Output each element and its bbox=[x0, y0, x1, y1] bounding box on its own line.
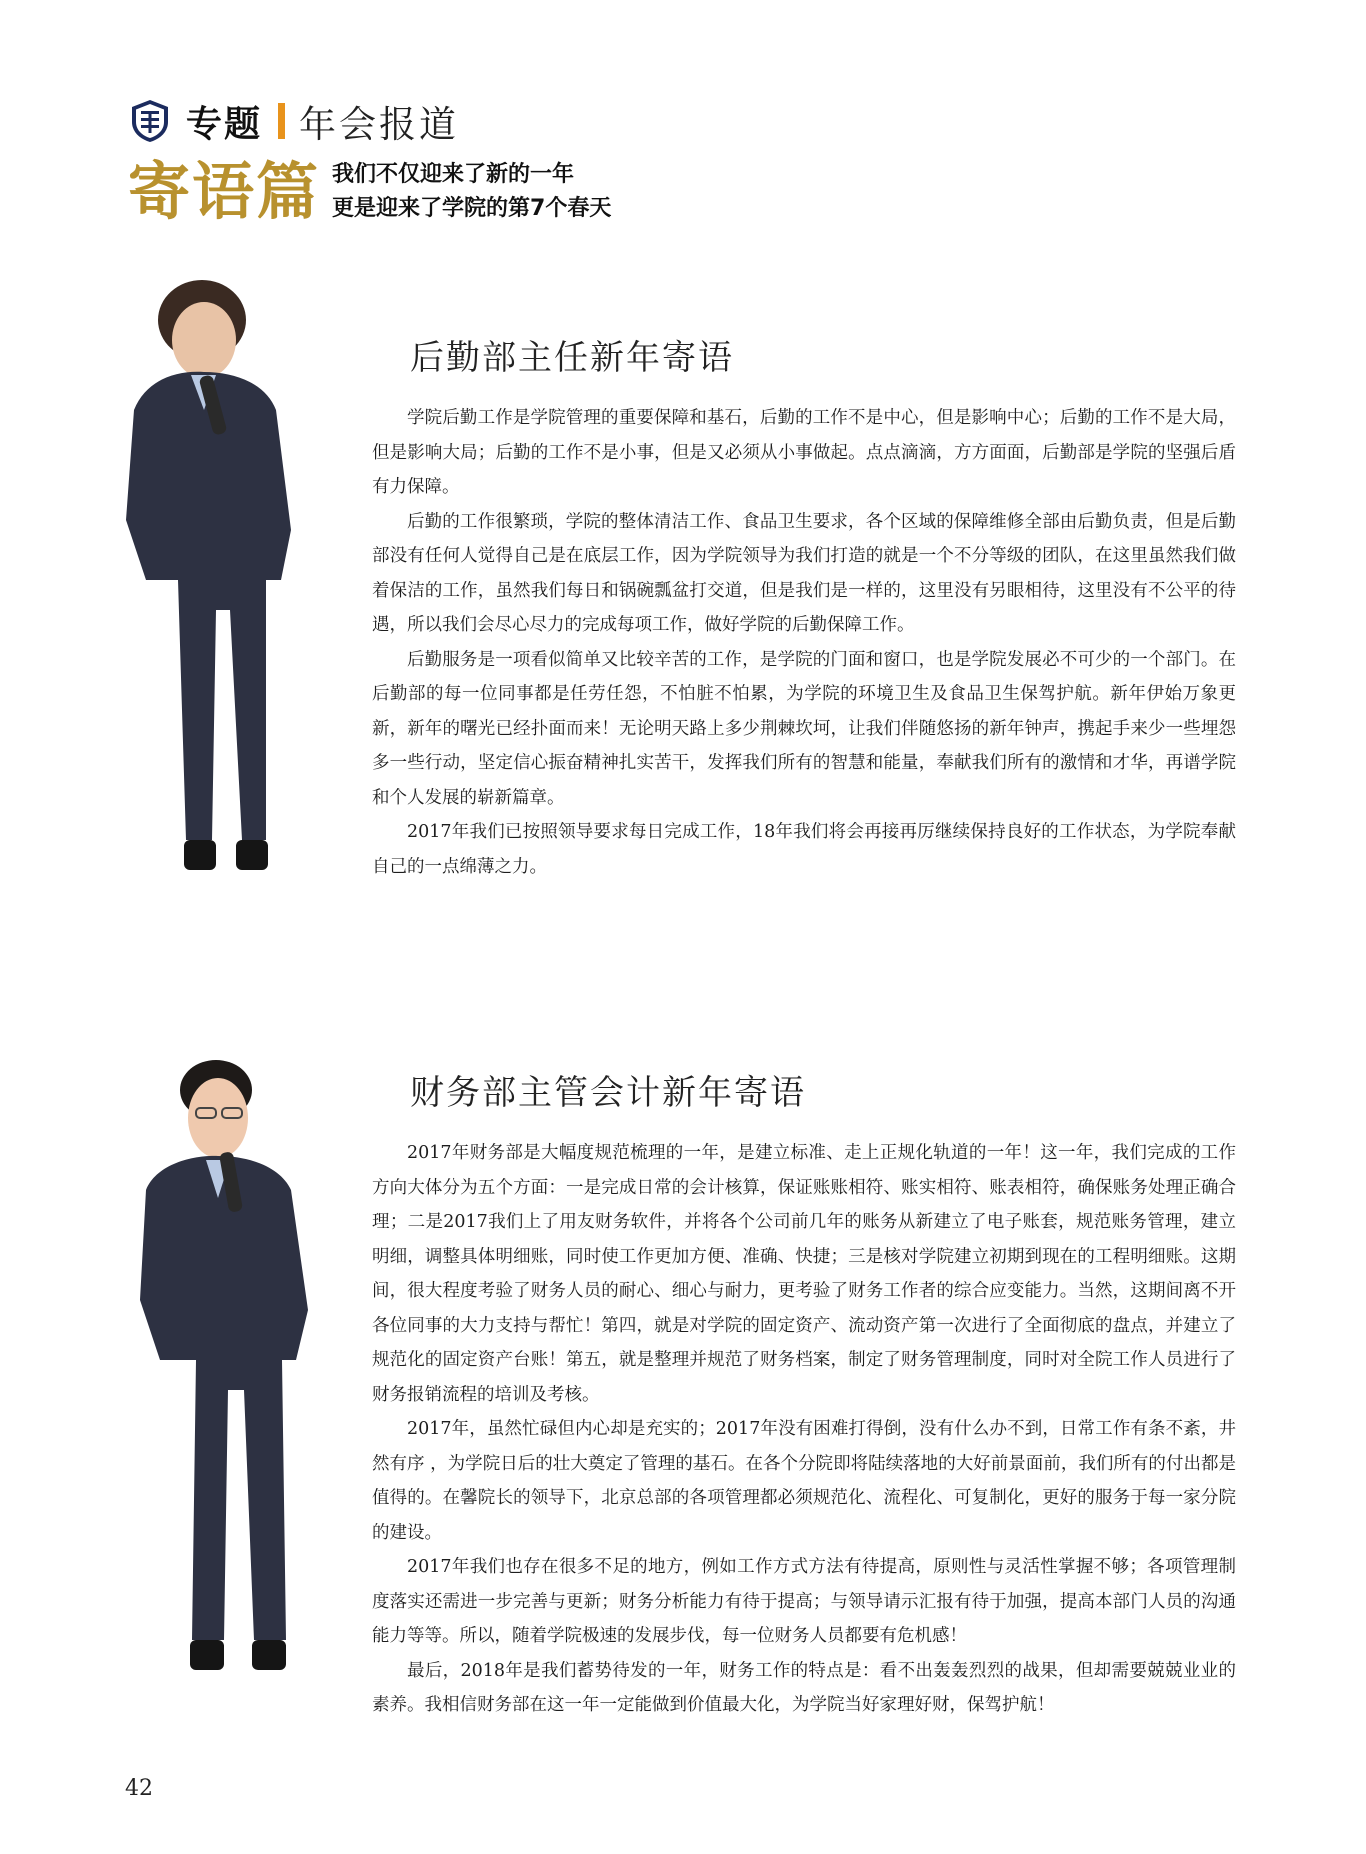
article-paragraph: 后勤的工作很繁琐，学院的整体清洁工作、食品卫生要求，各个区域的保障维修全部由后勤负责，但是后勤部没有任何人觉得自己是在底层工作，因为学院领导为我们打造的就是一个不分等级的团队，在这里虽然我们做着保洁的工作，虽然我们每日和锅碗瓢盆打交道，但是我们是一样的，这里没有另眼相待，这里没有不公平的待遇，所以我们会尽心尽力的完成每项工作，做好学院的后勤保障工作。 bbox=[372, 511, 1236, 635]
article-paragraph: 最后，2018年是我们蓄势待发的一年，财务工作的特点是：看不出轰轰烈烈的战果，但却需要兢兢业业的素养。我相信财务部在这一年一定能做到价值最大化，为学院当好家理好财，保驾护航！ bbox=[372, 1660, 1236, 1715]
article-paragraph: 2017年我们已按照领导要求每日完成工作，18年我们将会再接再厉继续保持良好的工作状态，为学院奉献自己的一点绵薄之力。 bbox=[372, 822, 1236, 877]
banner-line-2: 更是迎来了学院的第7个春天 bbox=[332, 196, 612, 221]
section-subtitle: 年会报道 bbox=[299, 103, 460, 146]
title-divider bbox=[278, 103, 285, 139]
banner-tagline bbox=[332, 158, 611, 226]
school-shield-logo-icon bbox=[128, 98, 172, 144]
feature-banner bbox=[128, 155, 612, 228]
article-finance bbox=[372, 1065, 1236, 1723]
article-paragraph: 2017年，虽然忙碌但内心却是充实的；2017年没有困难打得倒，没有什么办不到，日常工作有条不紊，井然有序 ，为学院日后的壮大奠定了管理的基石。在各个分院即将陆续落地的大好前景面前，我们所有的付出都是值得的。在馨院长的领导下，北京总部的各项管理都必须规范化、流程化、可复制化，更好的服务于每一家分院的建设。 bbox=[372, 1419, 1236, 1543]
banner-line-1: 我们不仅迎来了新的一年 bbox=[332, 162, 575, 187]
article-paragraph: 2017年我们也存在很多不足的地方，例如工作方式方法有待提高，原则性与灵活性掌握不够；各项管理制度落实还需进一步完善与更新；财务分析能力有待于提高；与领导请示汇报有待于加强，提高本部门人员的沟通能力等等。所以，随着学院极速的发展步伐，每一位财务人员都要有危机感！ bbox=[372, 1557, 1236, 1646]
article-paragraph: 2017年财务部是大幅度规范梳理的一年，是建立标准、走上正规化轨道的一年！这一年，我们完成的工作方向大体分为五个方面：一是完成日常的会计核算，保证账账相符、账实相符、账表相符，确保账务处理正确合理；二是2017我们上了用友财务软件，并将各个公司前几年的账务从新建立了电子账套，规范账务管理，建立明细，调整具体明细账，同时使工作更加方便、准确、快捷；三是核对学院建立初期到现在的工程明细账。这期间，很大程度考验了财务人员的耐心、细心与耐力，更考验了财务工作者的综合应变能力。当然，这期间离不开各位同事的大力支持与帮忙！第四，就是对学院的固定资产、流动资产第一次进行了全面彻底的盘点，并建立了规范化的固定资产台账！第五，就是整理并规范了财务档案，制定了财务管理制度，同时对全院工作人员进行了财务报销流程的培训及考核。 bbox=[372, 1143, 1236, 1405]
section-header bbox=[128, 96, 459, 146]
article-heading: 后勤部主任新年寄语 bbox=[410, 338, 734, 378]
page-number: 42 bbox=[125, 1776, 153, 1801]
article-heading: 财务部主管会计新年寄语 bbox=[410, 1073, 806, 1113]
speaker-photo-logistics bbox=[116, 280, 326, 970]
article-logistics bbox=[372, 330, 1236, 884]
article-paragraph: 后勤服务是一项看似简单又比较辛苦的工作，是学院的门面和窗口，也是学院发展必不可少的一个部门。在后勤部的每一位同事都是任劳任怨，不怕脏不怕累，为学院的环境卫生及食品卫生保驾护航。新年伊始万象更新，新年的曙光已经扑面而来！无论明天路上多少荆棘坎坷，让我们伴随悠扬的新年钟声，携起手来少一些埋怨多一些行动，坚定信心振奋精神扎实苦干，发挥我们所有的智慧和能量，奉献我们所有的激情和才华，再谱学院和个人发展的崭新篇章。 bbox=[372, 649, 1236, 808]
speaker-photo-finance bbox=[136, 1060, 356, 1750]
article-paragraph: 学院后勤工作是学院管理的重要保障和基石，后勤的工作不是中心，但是影响中心；后勤的工作不是大局，但是影响大局；后勤的工作不是小事，但是又必须从小事做起。点点滴滴，方方面面，后勤部是学院的坚强后盾有力保障。 bbox=[372, 408, 1236, 497]
section-title: 专题 bbox=[186, 103, 263, 145]
banner-title: 寄语篇 bbox=[128, 155, 321, 228]
